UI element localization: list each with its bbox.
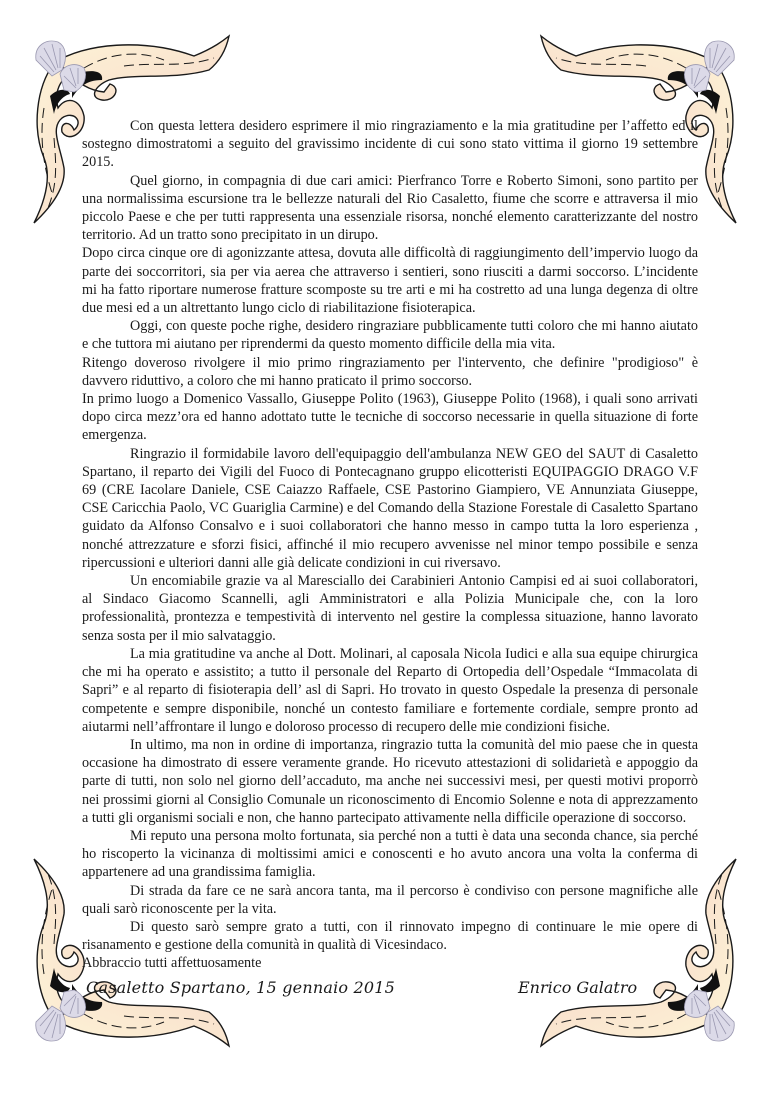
letter-body [82, 117, 698, 973]
closing-line: Abbraccio tutti affettuosamente [82, 955, 262, 972]
paragraph: Di questo sarò sempre grato a tutti, con il rinnovato impegno di continuare le mie opere di risanamento e gestione della comunità in qualità di Vicesindaco. [82, 918, 698, 954]
paragraph: Di strada da fare ce ne sarà ancora tanta, ma il percorso è condiviso con persone magnifiche alle quali sarò riconoscente per la vita. [82, 882, 698, 917]
paragraph: In primo luogo a Domenico Vassallo, Giuseppe Polito (1963), Giuseppe Polito (1968), i quali sono arrivati dopo circa mezz’ora ed hanno adottato tutte le tecniche di soccorso necessarie in quella situazione di forte emergenza. [82, 391, 698, 444]
paragraph: In ultimo, ma non in ordine di importanza, ringrazio tutta la comunità del mio paese che in questa occasione ha dimostrato di essere veramente grande. Ho ricevuto attestazioni di solidarietà e appoggio da parte di tutti, non solo nel giorno dell’accaduto, ma anche nei successivi mesi, per questi motivi proporrò nei prossimi giorni al Consiglio Comunale un riconoscimento di Encomio Solenne e nota di apprezzamento a tutti gli organismi sociali e non, che hanno partecipato attivamente nella difficile operazione di soccorso. [82, 736, 698, 826]
paragraph: La mia gratitudine va anche al Dott. Molinari, al caposala Nicola Iudici e alla sua equipe chirurgica che mi ha operato e assistito; a tutto il personale del Reparto di Ortopedia dell’Ospedale “Immacolata di Sapri” e al reparto di fisioterapia dell’ asl di Sapri. Ho trovato in questo Ospedale la presenza di personale competente e sempre disponibile, nonché un contesto familiare e fortemente cordiale, sempre pronto ad aiutarmi nell’affrontare il lungo e doloroso processo di recupero delle mie condizioni fisiche. [82, 645, 698, 735]
paragraph: Ritengo doveroso rivolgere il mio primo ringraziamento per l'intervento, che definire "prodigioso" è davvero riduttivo, a coloro che mi hanno praticato il primo soccorso. [82, 354, 698, 389]
place-date: Casaletto Spartano, 15 gennaio 2015 [86, 978, 396, 997]
paragraph: Ringrazio il formidabile lavoro dell'equipaggio dell'ambulanza NEW GEO del SAUT di Casaletto Spartano, il reparto dei Vigili del Fuoco di Pontecagnano gruppo elicotteristi EQUIPAGGIO DRAGO V.F 69 (CRE Iacolare Daniele, CSE Caiazzo Raffaele, CSE Pastorino Giampiero, VE Annunziata Giuseppe, CSE Caricchia Paolo, VC Guariglia Carmine) e del Comando della Stazione Forestale di Casaletto Spartano guidato da Alfonso Consalvo e i suoi collaboratori che hanno messo in campo tutta la loro esperienza , nonché attrezzature e sforzi fisici, affinché il mio recupero avvenisse nel minor tempo possibile e senza ripercussioni e ulteriori danni alle già delicate condizioni in cui riversavo. [82, 445, 698, 571]
signature: Enrico Galatro [518, 978, 638, 997]
paragraph: Mi reputo una persona molto fortunata, sia perché non a tutti è data una seconda chance, sia perché ho riscoperto la vicinanza di moltissimi amici e conoscenti e ho avuto ancora una volta la conferma di appartenere ad una grandissima famiglia. [82, 827, 698, 881]
paragraph: Dopo circa cinque ore di agonizzante attesa, dovuta alle difficoltà di raggiungimento dell’impervio luogo da parte dei soccorritori, sia per via aerea che attraverso i sentieri, sono riusciti a darmi soccorso. L’incidente mi ha fatto riportare numerose fratture scomposte su tre arti e mi ha costretto ad una lunga degenza di oltre due mesi ed a un altrettanto lungo ciclo di riabilitazione fisioterapica. [82, 245, 698, 317]
paragraph: Quel giorno, in compagnia di due cari amici: Pierfranco Torre e Roberto Simoni, sono partito per una normalissima escursione tra le bellezze naturali del Rio Casaletto, fiume che scorre e attraversa il mio piccolo Paese e che per tutti rappresenta una essenziale risorsa, nonché elemento caratterizzante del nostro territorio. Ad un tratto sono precipitato in un dirupo. [82, 172, 698, 244]
paragraph: Un encomiabile grazie va al Maresciallo dei Carabinieri Antonio Campisi ed ai suoi collaboratori, al Sindaco Giacomo Scannelli, agli Amministratori e alla Polizia Municipale che, con la loro professionalità, prontezza e tempestività di intervento nel gestire la complessa situazione, hanno lavorato senza sosta per il mio salvataggio. [82, 573, 698, 644]
paragraph: Con questa lettera desidero esprimere il mio ringraziamento e la mia gratitudine per l’affetto ed il sostegno dimostratomi a seguito del gravissimo incidente di cui sono stato vittima il giorno 19 settembre 2015. [82, 118, 698, 171]
paragraph: Oggi, con queste poche righe, desidero ringraziare pubblicamente tutti coloro che mi hanno aiutato e che tuttora mi aiutano per riprendermi da questo momento difficile della mia vita. [82, 318, 698, 353]
